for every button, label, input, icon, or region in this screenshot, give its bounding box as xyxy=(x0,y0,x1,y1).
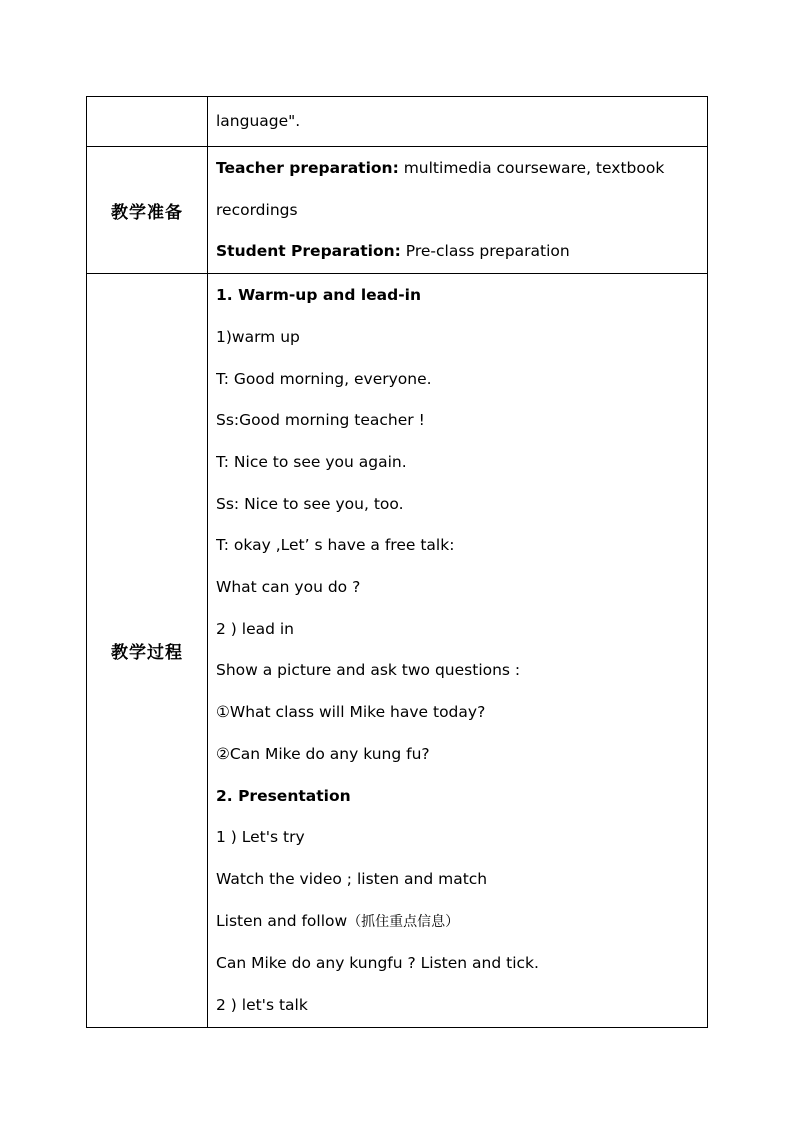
content-line: 1)warm up xyxy=(216,327,300,346)
content-line: T: okay ,Let’ s have a free talk: xyxy=(216,536,455,555)
content-line: T: Nice to see you again. xyxy=(216,452,407,471)
teacher-preparation-line xyxy=(216,148,701,190)
content-line: ①What class will Mike have today? xyxy=(216,703,486,722)
row-label-teaching-process: 教学过程 xyxy=(87,274,208,1028)
listen-follow-note: （抓住重点信息） xyxy=(347,913,460,930)
listen-follow-text: Listen and follow xyxy=(216,911,348,930)
teacher-preparation-text: multimedia courseware, textbook xyxy=(398,159,665,177)
listen-follow-line xyxy=(216,901,701,944)
student-preparation-line xyxy=(216,231,701,273)
row-content xyxy=(208,274,708,1028)
table-row xyxy=(87,97,708,147)
row-label-teaching-preparation: 教学准备 xyxy=(87,147,208,274)
table-row xyxy=(87,274,708,1028)
content-line: language". xyxy=(216,111,301,130)
table-row xyxy=(87,147,708,274)
content-line: Can Mike do any kungfu ? Listen and tick. xyxy=(216,954,539,973)
row-label-empty xyxy=(87,97,208,147)
lesson-plan-table xyxy=(86,96,708,1028)
content-line: Ss: Nice to see you, too. xyxy=(216,494,404,513)
content-line: Ss:Good morning teacher ! xyxy=(216,411,425,430)
row-content xyxy=(208,147,708,274)
student-preparation-text: Pre-class preparation xyxy=(400,242,570,261)
content-line: T: Good morning, everyone. xyxy=(216,369,432,388)
row-content xyxy=(208,97,708,147)
content-line: 2 ) lead in xyxy=(216,619,294,638)
teacher-preparation-continued: recordings xyxy=(216,200,298,219)
teacher-preparation-label: Teacher preparation: xyxy=(216,159,399,177)
content-line: Show a picture and ask two questions : xyxy=(216,661,521,680)
content-line: 2 ) let's talk xyxy=(216,996,308,1015)
section-heading-presentation: 2. Presentation xyxy=(216,786,351,805)
content-line: ②Can Mike do any kung fu? xyxy=(216,744,430,763)
content-line: Watch the video ; listen and match xyxy=(216,869,488,888)
student-preparation-label: Student Preparation: xyxy=(216,242,401,261)
content-line: What can you do ? xyxy=(216,578,361,597)
content-line: 1 ) Let's try xyxy=(216,828,305,847)
section-heading-warm-up: 1. Warm-up and lead-in xyxy=(216,286,421,305)
